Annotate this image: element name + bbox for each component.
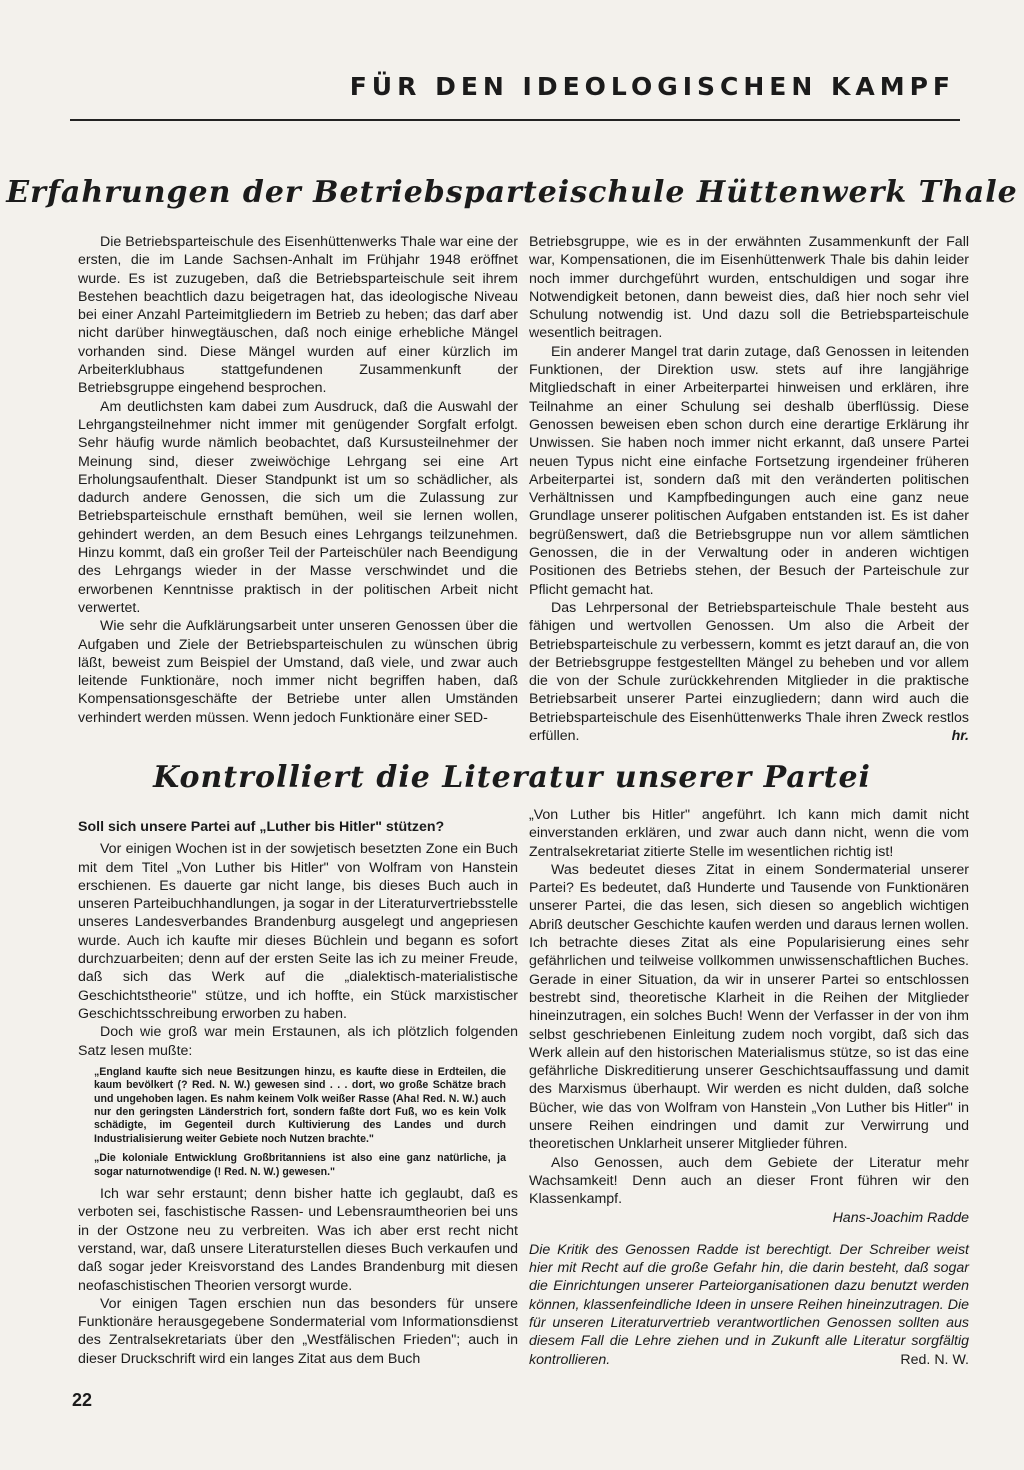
editorial-note [529,1241,969,1369]
paragraph: Vor einigen Tagen erschien nun das besonders für unsere Funktionäre herausgegebene Sondermaterial vom Informationsdienst des Zentralsekretariats über den „Westfälischen Frieden"; auch in dieser Druckschrift wird ein langes Zitat aus dem Buch [78,1295,518,1367]
paragraph: Am deutlichsten kam dabei zum Ausdruck, daß die Auswahl der Lehrgangsteilnehmer nicht immer mit genügender Sorgfalt erfolgt. Sehr häufig wurde nämlich beobachtet, daß Kursusteilnehmer der Meinung sind, dieser zweiwöchige Lehrgang sei eine Art Erholungsaufenthalt. Dieser Standpunkt ist um so schädlicher, als dadurch andere Genossen, die sich um die Zulassung zur Betriebsparteischule ernsthaft bemühen, weil sie lernen wollen, gehindert werden, an dem Besuch eines Lehrgangs teilzunehmen. Hinzu kommt, daß ein großer Teil der Parteischüler nach Beendigung des Lehrgangs wieder in der Masse verschwindet und die erworbenen Kenntnisse praktisch in der politischen Arbeit nicht verwertet. [78,398,518,616]
article2-left-column [78,818,518,1368]
header-divider [70,119,960,121]
paragraph-text: Das Lehrpersonal der Betriebsparteischule Thale besteht aus fähigen und wertvollen Genossen. Um also die Arbeit der Betriebsparteischule zu verbessern, kommt es jetzt darauf an, die von der Betriebsgruppe festgestellten Mängel zu beheben und vor allem die von der Schule zurückkehrenden Mitglieder in die praktische Betriebsarbeit unserer Partei einzugliedern; dann wird auch die Betriebsparteischule des Eisenhüttenwerks Thale ihren Zweck restlos erfüllen. [529,599,969,745]
editorial-signature: Red. N. W. [900,1351,969,1368]
page-number: 22 [72,1390,93,1410]
block-quote: „England kaufte sich neue Besitzungen hinzu, es kaufte diese in Erdteilen, die kaum bevölkert (? Red. N. W.) gewesen sind . . . dort, wo große Schätze brach und ungehoben lagen. Es nahm keinem Volk weißer Rasse (Aha! Red. N. W.) auch nur den geringsten Länderstrich fort, sondern faßte dort Fuß, wo es kein Volk schädigte, im Gegenteil durch Kultivierung des Landes und durch Industrialisierung weiter Gebiete noch Nutzen brachte." [94,1065,506,1145]
paragraph: Ich war sehr erstaunt; denn bisher hatte ich geglaubt, daß es verboten sei, faschistische Rassen- und Lebensraumtheorien bei uns in der Ostzone neu zu verbreiten. Was ich aber erst recht nicht verstand, war, daß unsere Literaturstellen dieses Buch verkaufen und daß sogar jeder Kreisvorstand des Landes Brandenburg mit diesen neofaschistischen Theorien versorgt wurde. [78,1186,518,1294]
article2-subheading: Soll sich unsere Partei auf „Luther bis Hitler" stützen? [78,819,445,835]
author-initials: hr. [951,728,969,745]
paragraph: Doch wie groß war mein Erstaunen, als ich plötzlich folgenden Satz lesen mußte: [78,1024,518,1059]
article1-title: Erfahrungen der Betriebsparteischule Hüttenwerk Thale [6,175,1018,210]
paragraph: Die Betriebsparteischule des Eisenhüttenwerks Thale war eine der ersten, die im Lande Sachsen-Anhalt im Frühjahr 1948 eröffnet wurde. Es ist zuzugeben, daß die Betriebsparteischule seit ihrem Bestehen beachtlich dazu beigetragen hat, das ideologische Niveau bei einer Anzahl Parteimitgliedern im Betrieb zu heben; das darf aber nicht darüber hinwegtäuschen, daß noch einige erhebliche Mängel vorhanden sind. Diese Mängel wurden auf einer kürzlich im Arbeiterklubhaus stattgefundenen Zusammenkunft der Betriebsgruppe eingehend besprochen. [78,234,518,397]
article1-left-column [78,233,518,727]
article2-right-column [529,806,969,1369]
block-quote: „Die koloniale Entwicklung Großbritanniens ist also eine ganz natürliche, ja sogar naturnotwendige (! Red. N. W.) gewesen." [94,1152,506,1178]
article1-right-column [529,233,969,745]
paragraph: Betriebsgruppe, wie es in der erwähnten Zusammenkunft der Fall war, Kompensationen, die im Eisenhüttenwerk Thale bis dahin leider noch immer durchgeführt wurden, entschuldigen und sogar ihre Notwendigkeit betonen, dann beweist dies, daß hier noch sehr viel Schulung notwendig ist. Und dazu soll die Betriebsparteischule wesentlich beitragen. [529,234,969,342]
paragraph: Also Genossen, auch dem Gebiete der Literatur mehr Wachsamkeit! Denn auch an dieser Front führen wir den Klassenkampf. [529,1154,969,1208]
paragraph: Ein anderer Mangel trat darin zutage, daß Genossen in leitenden Funktionen, der Direktion usw. stets auf ihre langjährige Mitgliedschaft in einer Arbeiterpartei hinweisen und erklären, ihre Teilnahme an einer Schulung sei deshalb überflüssig. Diese Genossen beweisen eben schon durch eine derartige Erklärung ihr Unwissen. Sie haben noch immer nicht erkannt, daß unsere Partei neuen Typus nicht eine einfache Fortsetzung irgendeiner früheren Arbeiterpartei ist, sondern daß mit den veränderten politischen Verhältnissen und Kampfbedingungen auch eine ganz neue Grundlage unserer politischen Aufgaben entstanden ist. Es ist daher begrüßenswert, daß die Betriebsgruppe nun vor allem sämtlichen Genossen, die in der Verwaltung oder in anderen wichtigen Positionen des Betriebs stehen, der Besuch der Parteischule zur Pflicht gemacht hat. [529,343,969,598]
paragraph [529,599,969,745]
paragraph: Was bedeutet dieses Zitat in einem Sondermaterial unserer Partei? Es bedeutet, daß Hunderte und Tausende von Funktionären unserer Partei, die das lesen, sich diesen so angeblich wichtigen Abriß deutscher Geschichte kaufen werden und daraus lernen wollen. Ich betrachte dieses Zitat als eine Popularisierung eines sehr gefährlichen und teilweise vollkommen unwissenschaftlichen Buches. Gerade in einer Situation, da wir in unserer Partei so entschlossen bestrebt sind, theoretische Klarheit in die Reihen der Mitglieder hineinzutragen, ein solches Buch! Wenn der Verfasser in der von ihm selbst geschriebenen Einleitung zudem noch vorgibt, daß sich das Werk allein auf den historischen Materialismus stütze, so ist das eine gefährliche Diskreditierung unserer Geschichtsauffassung und damit des Marxismus überhaupt. Wir werden es nicht dulden, daß solche Bücher, wie das von Wolfram von Hanstein „Von Luther bis Hitler" in unsere Reihen eindringen und damit zur Verwirrung und theoretischen Unklarheit unserer Mitglieder führen. [529,861,969,1153]
author-signature: Hans-Joachim Radde [832,1209,969,1226]
article2-title: Kontrolliert die Literatur unserer Partei [153,760,871,795]
section-header: FÜR DEN IDEOLOGISCHEN KAMPF [349,72,955,101]
paragraph: Wie sehr die Aufklärungsarbeit unter unseren Genossen über die Aufgaben und Ziele der Betriebsparteischulen zu wünschen übrig läßt, beweist zum Beispiel der Umstand, daß viele, und zwar auch leitende Funktionäre, noch immer nicht begriffen haben, daß Kompensationsgeschäfte der Betriebe unter allen Umständen verhindert werden müssen. Wenn jedoch Funktionäre einer SED- [78,618,518,726]
editorial-text: Die Kritik des Genossen Radde ist berechtigt. Der Schreiber weist hier mit Recht auf die große Gefahr hin, die darin besteht, daß sogar die Einrichtungen unserer Parteiorganisationen dazu benutzt werden können, klassenfeindliche Ideen in unsere Reihen hineinzutragen. Die für unseren Literaturvertrieb verantwortlichen Genossen sollten aus diesem Fall die Lehre ziehen und in Zukunft alle Literatur sorgfältig kontrollieren. [529,1241,969,1368]
paragraph: „Von Luther bis Hitler" angeführt. Ich kann mich damit nicht einverstanden erklären, und zwar auch dann nicht, wenn die vom Zentralsekretariat zitierte Stelle im wesentlichen richtig ist! [529,807,969,860]
paragraph: Vor einigen Wochen ist in der sowjetisch besetzten Zone ein Buch mit dem Titel „Von Luther bis Hitler" von Wolfram von Hanstein erschienen. Es dauerte gar nicht lange, bis dieses Buch auch in unseren Parteibuchhandlungen, ja sogar in der Literaturvertriebsstelle unseres Landesverbandes Brandenburg ausgelegt und angepriesen wurde. Auch ich kaufte mir dieses Büchlein und begann es sofort durchzuarbeiten; denn auf der ersten Seite las ich zu meiner Freude, daß sich das Werk auf die „dialektisch-materialistische Geschichtstheorie" stütze, und ich hoffte, ein Stück marxistischer Geschichtsschreibung erworben zu haben. [78,841,518,1022]
